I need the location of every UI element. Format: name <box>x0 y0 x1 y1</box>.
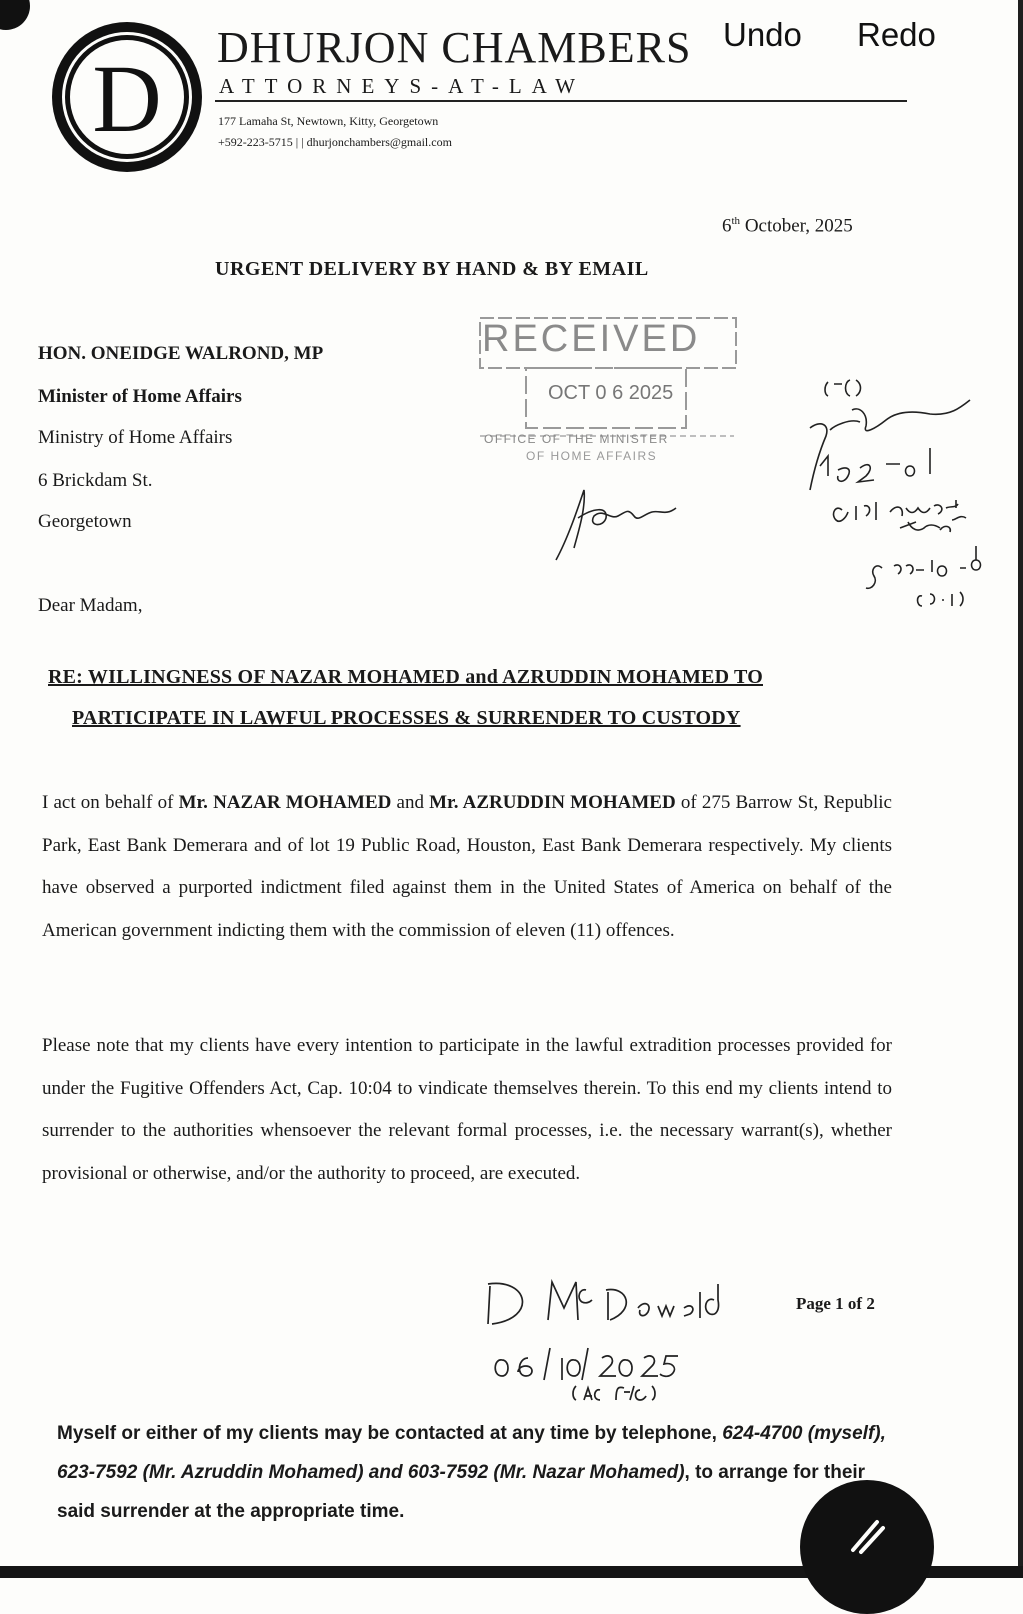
edit-fab-button[interactable] <box>800 1480 934 1614</box>
letter-date-rest: October, 2025 <box>740 215 853 237</box>
stamp-date: OCT 0 6 2025 <box>548 382 674 404</box>
letter-date <box>722 215 853 237</box>
para1-text-3: of 275 Barrow St, Republic Park, East Bank Demerara and of lot 19 Public Road, Houston, East Bank Demerara respectively. My clients have observed a purported indictment filed against them in the United States of America on behalf of the American government indicting them with the commission of eleven (11) offences. <box>42 792 892 941</box>
para1-text-2: and <box>391 792 430 813</box>
stamp-heading: RECEIVED <box>482 318 701 360</box>
subject-line-2: PARTICIPATE IN LAWFUL PROCESSES & SURRENDER TO CUSTODY <box>72 707 741 729</box>
firm-name: DHURJON CHAMBERS <box>217 23 692 72</box>
para3-text-1: Myself or either of my clients may be contacted at any time by telephone, <box>57 1423 723 1444</box>
pencil-icon <box>843 1510 891 1558</box>
contact-phone-numbers: 624-4700 (myself), 623-7592 (Mr. Azruddin Mohamed) and 603-7592 (Mr. Nazar Mohamed) <box>57 1423 886 1483</box>
letterhead-divider <box>215 100 907 102</box>
recipient-ministry: Ministry of Home Affairs <box>38 427 233 448</box>
letter-date-day: 6 <box>722 215 732 237</box>
para3-text-2: , to arrange for their said surrender at the appropriate time. <box>57 1462 866 1522</box>
firm-subtitle: ATTORNEYS-AT-LAW <box>219 74 585 98</box>
recipient-name: HON. ONEIDGE WALROND, MP <box>38 343 324 364</box>
salutation: Dear Madam, <box>38 595 143 616</box>
undo-button[interactable]: Undo <box>723 16 802 53</box>
stamp-office-line2: OF HOME AFFAIRS <box>526 449 658 463</box>
recipient-title: Minister of Home Affairs <box>38 386 242 407</box>
redo-button[interactable]: Redo <box>857 16 936 53</box>
right-edge-strip <box>1018 0 1023 1578</box>
stamp-signature <box>548 478 688 568</box>
firm-address: 177 Lamaha St, Newtown, Kitty, Georgetown <box>218 114 439 128</box>
client-name-1: Mr. NAZAR MOHAMED <box>178 792 392 813</box>
corner-decoration <box>0 0 30 30</box>
firm-logo-inner <box>70 40 184 154</box>
firm-contact: +592-223-5715 | | dhurjonchambers@gmail.com <box>218 135 452 149</box>
client-name-2: Mr. AZRUDDIN MOHAMED <box>429 792 676 813</box>
margin-handwritten-note <box>790 370 995 610</box>
body-paragraph-1 <box>42 782 892 952</box>
bottom-handwritten-signature <box>478 1268 778 1408</box>
recipient-city: Georgetown <box>38 511 132 532</box>
recipient-street: 6 Brickdam St. <box>38 470 153 491</box>
page-number: Page 1 of 2 <box>796 1294 875 1313</box>
firm-logo-letter: D <box>92 45 162 152</box>
letter-date-suffix: th <box>731 215 741 227</box>
para1-text-1: I act on behalf of <box>42 792 179 813</box>
body-paragraph-3 <box>57 1414 887 1531</box>
stamp-office-line1: OFFICE OF THE MINISTER <box>484 432 669 446</box>
subject-line-1: RE: WILLINGNESS OF NAZAR MOHAMED and AZRUDDIN MOHAMED TO <box>48 666 763 688</box>
delivery-note: URGENT DELIVERY BY HAND & BY EMAIL <box>215 258 649 280</box>
body-paragraph-2: Please note that my clients have every intention to participate in the lawful extradition processes provided for under the Fugitive Offenders Act, Cap. 10:04 to vindicate themselves therein. To this end my clients intend to surrender to the authorities whensoever the relevant formal processes, i.e. the necessary warrant(s), whether provisional or otherwise, and/or the authority to proceed, are executed. <box>42 1035 892 1184</box>
